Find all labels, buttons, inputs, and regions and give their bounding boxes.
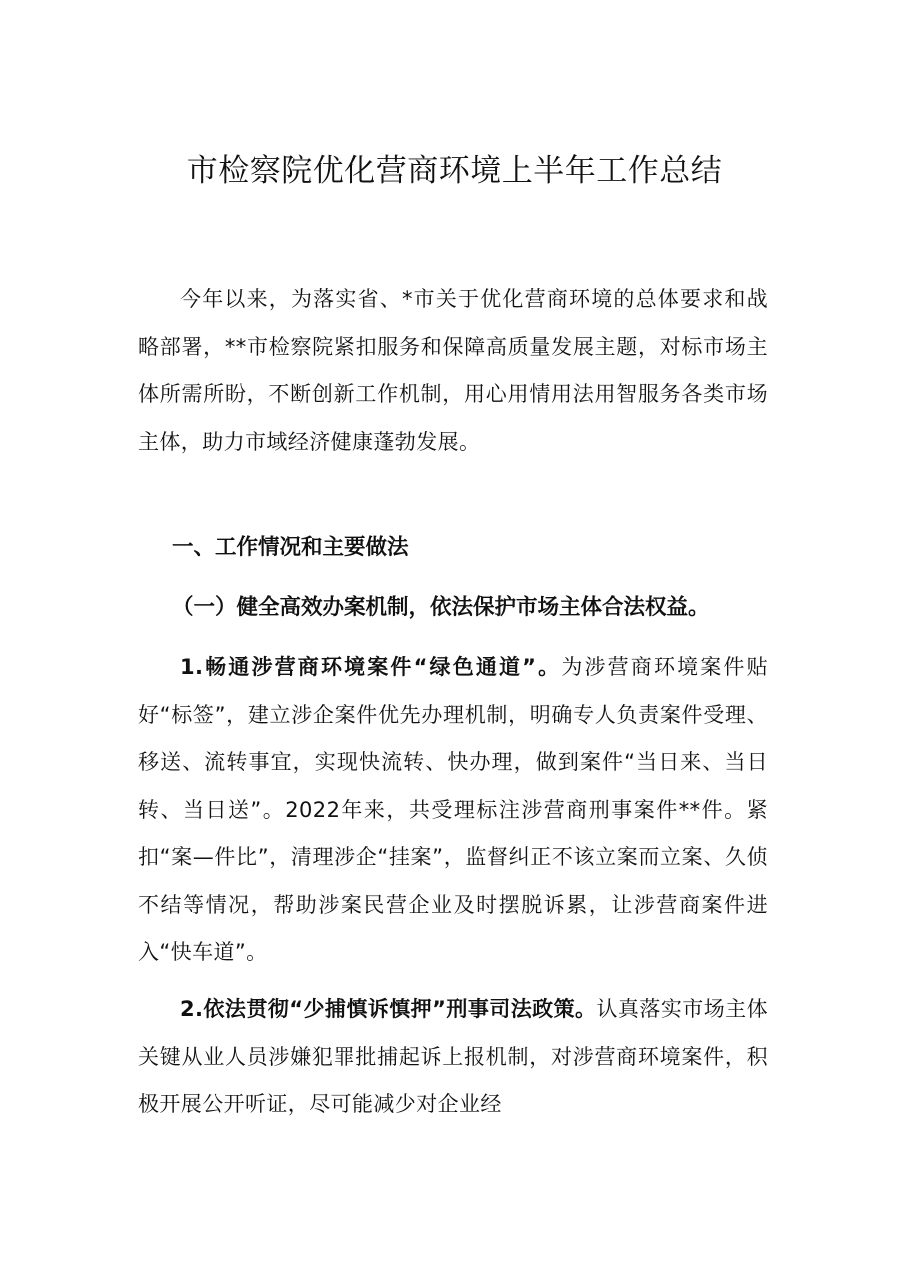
item-1-body: 为涉营商环境案件贴好“标签”，建立涉企案件优先办理机制，明确专人负责案件受理、移送、流转事宜，实现快流转、快办理，做到案件“当日来、当日转、当日送”。2022年来，共受理标注涉营商刑事案件**件。紧扣“案—件比”，清理涉企“挂案”，监督纠正不该立案而立案、久侦不结等情况，帮助涉案民营企业及时摆脱诉累，让涉营商案件进入“快车道”。 [138, 655, 768, 964]
item-2-lead: 2.依法贯彻“少捕慎诉慎押”刑事司法政策。 [180, 997, 597, 1021]
section-heading: 一、工作情况和主要做法 [172, 535, 409, 560]
intro-paragraph: 今年以来，为落实省、*市关于优化营商环境的总体要求和战略部署，**市检察院紧扣服务和保障高质量发展主题，对标市场主体所需所盼，不断创新工作机制，用心用情用法用智服务各类市场主体，助力市域经济健康蓬勃发展。 [138, 287, 768, 454]
item-1-lead: 1.畅通涉营商环境案件“绿色通道”。 [180, 655, 562, 679]
item-1-paragraph [138, 644, 768, 977]
item-2-body: 认真落实市场主体关键从业人员涉嫌犯罪批捕起诉上报机制，对涉营商环境案件，积极开展公开听证，尽可能减少对企业经 [138, 997, 768, 1116]
document-title: 市检察院优化营商环境上半年工作总结 [186, 153, 723, 189]
subsection-heading: （一）健全高效办案机制，依法保护市场主体合法权益。 [172, 595, 710, 620]
item-2-paragraph [138, 986, 768, 1129]
